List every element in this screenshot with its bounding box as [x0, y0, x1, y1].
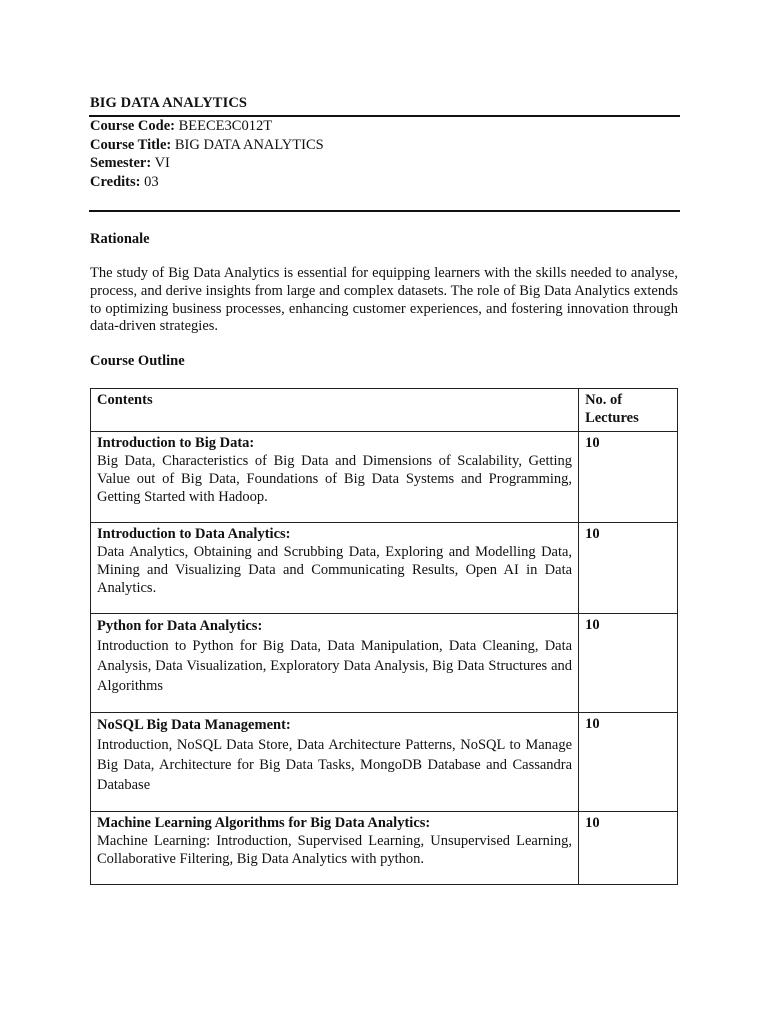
unit-description: Introduction to Python for Big Data, Data Manipulation, Data Cleaning, Data Analysis, Data Visualization, Exploratory Data Analysis, Big Data Structures and Algorithms	[97, 638, 573, 694]
table-row	[91, 713, 678, 812]
unit-lectures-cell: 10	[579, 432, 678, 523]
course-code-label: Course Code:	[90, 118, 175, 134]
table-row	[91, 812, 678, 885]
unit-description: Introduction, NoSQL Data Store, Data Architecture Patterns, NoSQL to Manage Big Data, Architecture for Big Data Tasks, MongoDB Database and Cassandra Database	[97, 737, 573, 793]
unit-lectures-cell: 10	[579, 523, 678, 614]
unit-description: Big Data, Characteristics of Big Data and Dimensions of Scalability, Getting Value out of Big Data, Foundations of Big Data Systems and Programming, Getting Started with Hadoop.	[97, 453, 573, 505]
unit-title: Introduction to Data Analytics:	[97, 526, 291, 542]
unit-description: Machine Learning: Introduction, Supervised Learning, Unsupervised Learning, Collaborative Filtering, Big Data Analytics with python.	[97, 833, 573, 867]
course-title-value: BIG DATA ANALYTICS	[174, 136, 324, 153]
unit-contents-cell	[91, 432, 579, 523]
unit-title: NoSQL Big Data Management:	[97, 717, 291, 733]
unit-contents-cell	[91, 523, 579, 614]
semester-label: Semester:	[90, 155, 152, 171]
credits-value: 03	[144, 173, 159, 190]
unit-lectures-cell: 10	[579, 812, 678, 885]
credits-label: Credits:	[90, 173, 141, 190]
table-header-row	[91, 389, 678, 432]
unit-lectures-cell: 10	[579, 713, 678, 812]
course-code-value: BEECE3C012T	[178, 118, 273, 134]
table-row	[91, 432, 678, 523]
bottom-rule	[89, 210, 680, 212]
semester-line	[90, 154, 324, 173]
course-outline-heading: Course Outline	[90, 353, 185, 369]
table-row	[91, 614, 678, 713]
course-code-line	[90, 117, 324, 136]
doc-title: BIG DATA ANALYTICS	[90, 95, 248, 111]
lectures-header: No. of Lectures	[579, 389, 678, 432]
table-row	[91, 523, 678, 614]
course-outline-table	[90, 388, 678, 885]
unit-contents-cell	[91, 812, 579, 885]
course-title-label: Course Title:	[90, 136, 172, 153]
unit-title: Introduction to Big Data:	[97, 435, 255, 451]
unit-lectures-cell: 10	[579, 614, 678, 713]
credits-line	[90, 173, 324, 192]
contents-header: Contents	[91, 389, 579, 432]
course-title-line	[90, 136, 324, 155]
unit-title: Python for Data Analytics:	[97, 618, 263, 634]
course-meta	[90, 117, 324, 191]
unit-contents-cell	[91, 614, 579, 713]
semester-value: VI	[154, 155, 170, 171]
unit-title: Machine Learning Algorithms for Big Data Analytics:	[97, 815, 431, 831]
rationale-paragraph: The study of Big Data Analytics is essential for equipping learners with the skills needed to analyse, process, and derive insights from large and complex datasets. The role of Big Data Analytics extends to optimizing business processes, enhancing customer experiences, and fostering innovation through data-driven strategies.	[90, 265, 678, 335]
unit-description: Data Analytics, Obtaining and Scrubbing Data, Exploring and Modelling Data, Mining and Visualizing Data and Communicating Results, Open AI in Data Analytics.	[97, 544, 573, 596]
rationale-heading: Rationale	[90, 231, 150, 247]
unit-contents-cell	[91, 713, 579, 812]
